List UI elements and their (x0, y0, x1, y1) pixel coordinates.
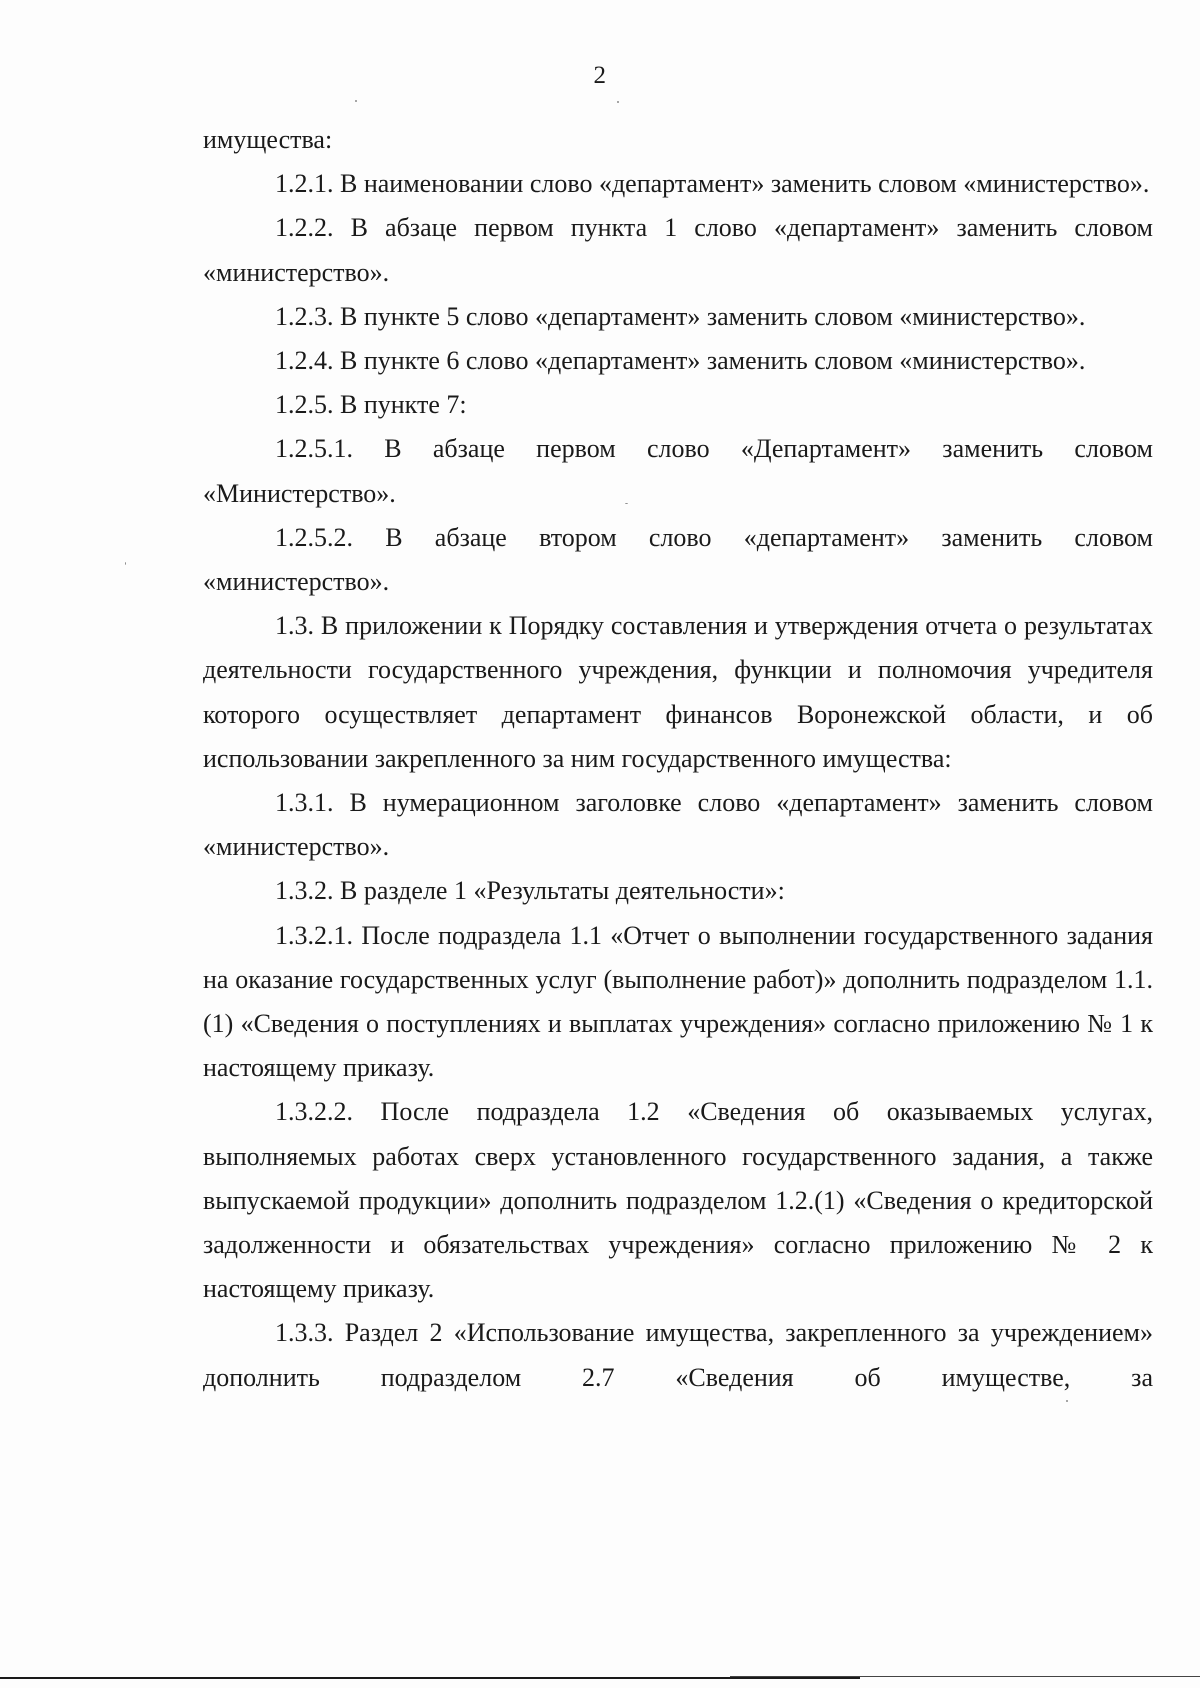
scan-speck (617, 101, 619, 103)
paragraph-1-2-5-2: 1.2.5.2. В абзаце втором слово «департамент» заменить словом «министерство». (203, 522, 1153, 597)
paragraph-1-3-3: 1.3.3. Раздел 2 «Использование имущества, закрепленного за учреждением» дополнить подразделом 2.7 «Сведения об имуществе, за (203, 1318, 1153, 1392)
paragraph-1-3-1: 1.3.1. В нумерационном заголовке слово «департамент» заменить словом «министерство». (203, 788, 1153, 862)
paragraph-1-2-3: 1.2.3. В пункте 5 слово «департамент» заменить словом «министерство». (275, 301, 1086, 331)
paragraph-1-2-1: 1.2.1. В наименовании слово «департамент» заменить словом «министерство». (275, 169, 1150, 199)
paragraph-1-2-5: 1.2.5. В пункте 7: (275, 390, 467, 420)
paragraph-continuation: имущества: (203, 125, 333, 154)
scan-speck (355, 100, 357, 102)
paragraph-1-2-5-1: 1.2.5.1. В абзаце первом слово «Департамент» заменить словом «Министерство». (203, 434, 1153, 508)
document-body (203, 118, 1153, 1400)
paragraph-1-3: 1.3. В приложении к Порядку составления и утверждения отчета о результатах деятельности государственного учреждения, функции и полномочия учредителя которого осуществляет департамент финансов Воронежской области, и об использовании закрепленного за ним государственного имущества: (203, 611, 1153, 773)
paragraph-1-2-4: 1.2.4. В пункте 6 слово «департамент» заменить словом «министерство». (275, 346, 1086, 376)
paragraph-1-3-2: 1.3.2. В разделе 1 «Результаты деятельности»: (275, 876, 785, 906)
paragraph-1-3-2-2: 1.3.2.2. После подраздела 1.2 «Сведения об оказываемых услугах, выполняемых работах сверх установленного государственного задания, а также выпускаемой продукции» дополнить подразделом 1.2.(1) «Сведения о кредиторской задолженности и обязательствах учреждения» согласно приложению № 2 к настоящему приказу. (203, 1097, 1153, 1304)
paragraph-1-2-2: 1.2.2. В абзаце первом пункта 1 слово «департамент» заменить словом «министерство». (203, 213, 1153, 287)
scan-bottom-edge (730, 1676, 1200, 1677)
scan-speck (125, 562, 126, 565)
scan-bottom-edge (0, 1677, 860, 1679)
paragraph-1-3-2-1: 1.3.2.1. После подраздела 1.1 «Отчет о выполнении государственного задания на оказание государственных услуг (выполнение работ)» дополнить подразделом 1.1.(1) «Сведения о поступлениях и выплатах учреждения» согласно приложению № 1 к настоящему приказу. (203, 920, 1153, 1083)
scan-speck (1066, 1400, 1068, 1402)
page-number: 2 (593, 62, 607, 89)
